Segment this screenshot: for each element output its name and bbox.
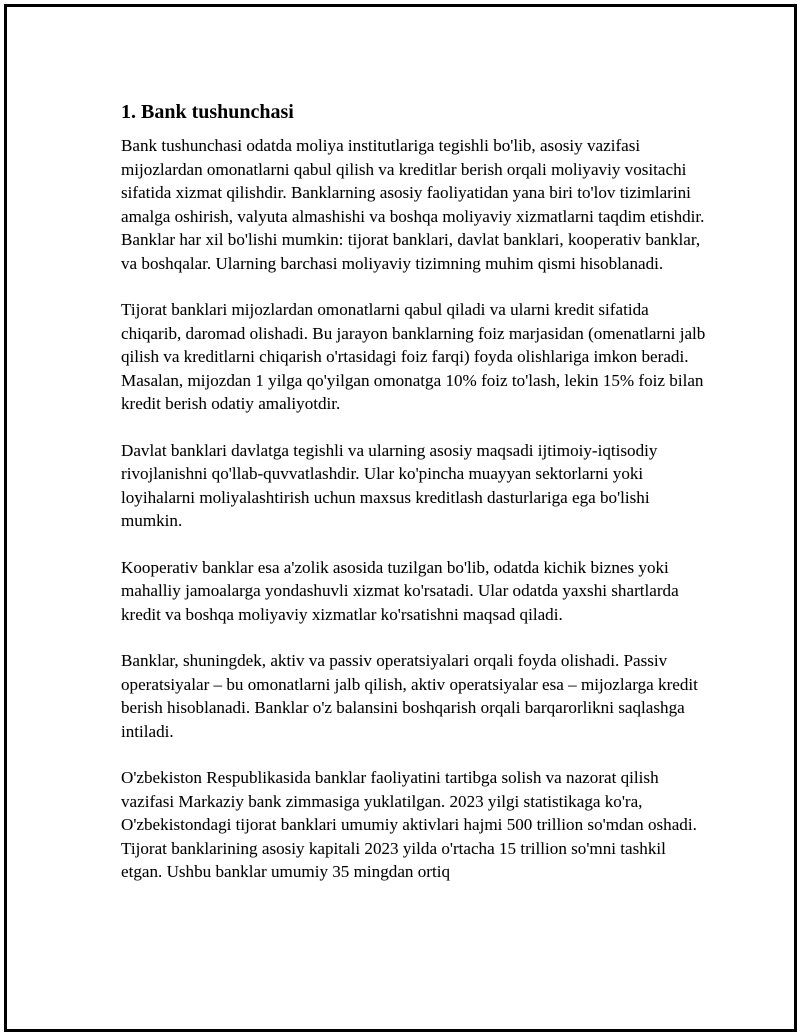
paragraph-uzbekistan-banks: O'zbekiston Respublikasida banklar faoliyatini tartibga solish va nazorat qilish vazifasi Markaziy bank zimmasiga yuklatilgan. 2023 yilgi statistikaga ko'ra, O'zbekistondagi tijorat banklari umumiy aktivlari hajmi 500 trillion so'mdan oshadi. Tijorat banklarining asosiy kapitali 2023 yilda o'rtacha 15 trillion so'mni tashkil etgan. Ushbu banklar umumiy 35 mingdan ortiq (121, 768, 697, 881)
section-heading: 1. Bank tushunchasi (121, 101, 294, 123)
paragraph-commercial-banks: Tijorat banklari mijozlardan omonatlarni qabul qiladi va ularni kredit sifatida chiqarib, daromad olishadi. Bu jarayon banklarning foiz marjasidan (omenatlarni jalb qilish va kreditlarni chiqarish o'rtasidagi foiz farqi) foyda olishlariga imkon beradi. Masalan, mijozdan 1 yilga qo'yilgan omonatga 10% foiz to'lash, lekin 15% foiz bilan kredit berish odatiy amaliyotdir. (121, 300, 706, 413)
document-body (121, 99, 706, 907)
paragraph-state-banks: Davlat banklari davlatga tegishli va ularning asosiy maqsadi ijtimoiy-iqtisodiy rivojlanishni qo'llab-quvvatlashdir. Ular ko'pincha muayyan sektorlarni yoki loyihalarni moliyalashtirish uchun maxsus kreditlash dasturlariga ega bo'lishi mumkin. (121, 440, 658, 530)
paragraph-cooperative-banks: Kooperativ banklar esa a'zolik asosida tuzilgan bo'lib, odatda kichik biznes yoki mahalliy jamoalarga yondashuvli xizmat ko'rsatadi. Ular odatda yaxshi shartlarda kredit va boshqa moliyaviy xizmatlar ko'rsatishni maqsad qiladi. (121, 557, 679, 624)
paragraph-bank-concept: Bank tushunchasi odatda moliya institutlariga tegishli bo'lib, asosiy vazifasi mijozlardan omonatlarni qabul qilish va kreditlar berish orqali moliyaviy vositachi sifatida xizmat qilishdir. Banklarning asosiy faoliyatidan yana biri to'lov tizimlarini amalga oshirish, valyuta almashishi va boshqa moliyaviy xizmatlarni taqdim etishdir. Banklar har xil bo'lishi mumkin: tijorat banklari, davlat banklari, kooperativ banklar, va boshqalar. Ularning barchasi moliyaviy tizimning muhim qismi hisoblanadi. (121, 136, 705, 273)
page-frame (4, 4, 797, 1032)
paragraph-bank-operations: Banklar, shuningdek, aktiv va passiv operatsiyalari orqali foyda olishadi. Passiv operatsiyalar – bu omonatlarni jalb qilish, aktiv operatsiyalar esa – mijozlarga kredit berish hisoblanadi. Banklar o'z balansini boshqarish orqali barqarorlikni saqlashga intiladi. (121, 651, 698, 741)
